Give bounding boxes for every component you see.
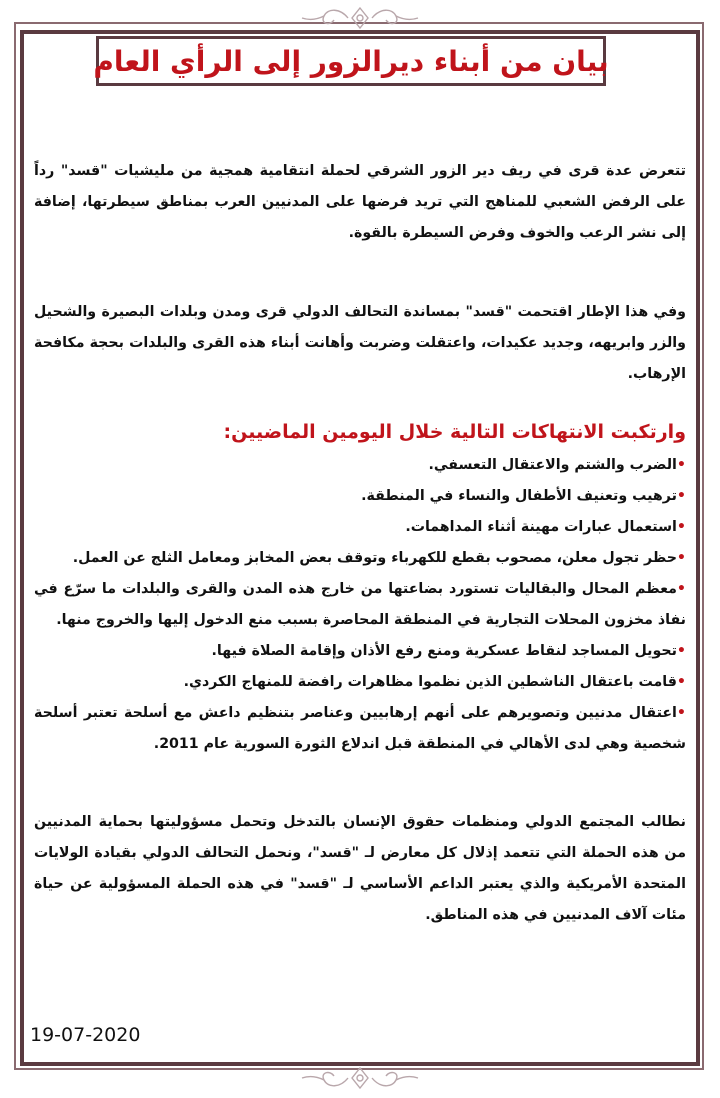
statement-body [34, 156, 686, 979]
bottom-ornament-icon [298, 1062, 422, 1092]
list-item: •الضرب والشتم والاعتقال التعسفي. [428, 457, 686, 473]
bullet-icon: • [676, 488, 686, 504]
list-item: •قامت باعتقال الناشطين الذين نظموا مظاهرات رافضة للمنهاج الكردي. [183, 674, 686, 690]
bullet-icon: • [676, 705, 686, 721]
paragraph-raids: وفي هذا الإطار اقتحمت "قسد" بمساندة التحالف الدولي قرى ومدن وبلدات البصيرة والشحيل والزر وابريهه، وجديد عكيدات، واعتقلت وضربت وأهانت أبناء هذه القرى والبلدات بحجة مكافحة الإرهاب. [34, 304, 686, 382]
bullet-icon: • [676, 643, 686, 659]
list-item: •معظم المحال والبقاليات تستورد بضاعتها من خارج هذه المدن والقرى والبلدات ما سرّع في نفاذ مخزون المحلات التجارية في المنطقة المحاصرة بسبب منع الدخول إليها والخروج منها. [34, 581, 686, 628]
list-item: •اعتقال مدنيين وتصويرهم على أنهم إرهابيين وعناصر بتنظيم داعش مع أسلحة تعتبر أسلحة شخصية وهي لدى الأهالي في المنطقة قبل اندلاع الثورة السورية عام 2011. [34, 705, 686, 752]
bullet-icon: • [676, 581, 686, 597]
page-title: بيان من أبناء ديرالزور إلى الرأي العام [93, 44, 609, 78]
top-ornament-icon [298, 4, 422, 34]
bullet-icon: • [676, 457, 686, 473]
statement-date: 19-07-2020 [30, 1024, 141, 1046]
list-item: •استعمال عبارات مهينة أثناء المداهمات. [405, 519, 686, 535]
bullet-icon: • [676, 674, 686, 690]
paragraph-closing: نطالب المجتمع الدولي ومنظمات حقوق الإنسان بالتدخل وتحمل مسؤوليتها بحماية المدنيين من هذه الحملة التي تتعمد إذلال كل معارض لـ "قسد"، ونحمل التحالف الدولي بقيادة الولايات المتحدة الأمريكية والذي يعتبر الداعم الأساسي لـ "قسد" في هذه الحملة المسؤولية عن حياة مئات آلاف المدنيين في هذه المناطق. [34, 814, 686, 923]
list-item: •تحويل المساجد لنقاط عسكرية ومنع رفع الأذان وإقامة الصلاة فيها. [211, 643, 686, 659]
bullet-icon: • [676, 550, 686, 566]
paragraph-intro: تتعرض عدة قرى في ريف دير الزور الشرقي لحملة انتقامية همجية من مليشيات "قسد" رداً على الرفض الشعبي للمناهج التي تريد فرضها على المدنيين العرب بمناطق سيطرتها، إضافة إلى نشر الرعب والخوف وفرض السيطرة بالقوة. [34, 163, 686, 241]
list-item: •حظر تجول معلن، مصحوب بقطع للكهرباء وتوقف بعض المخابز ومعامل الثلج عن العمل. [72, 550, 686, 566]
list-item: •ترهيب وتعنيف الأطفال والنساء في المنطقة. [361, 488, 686, 504]
bullet-icon: • [676, 519, 686, 535]
title-box [93, 36, 609, 86]
violations-list [34, 450, 686, 760]
violations-heading: وارتكبت الانتهاكات التالية خلال اليومين الماضيين: [223, 421, 686, 443]
